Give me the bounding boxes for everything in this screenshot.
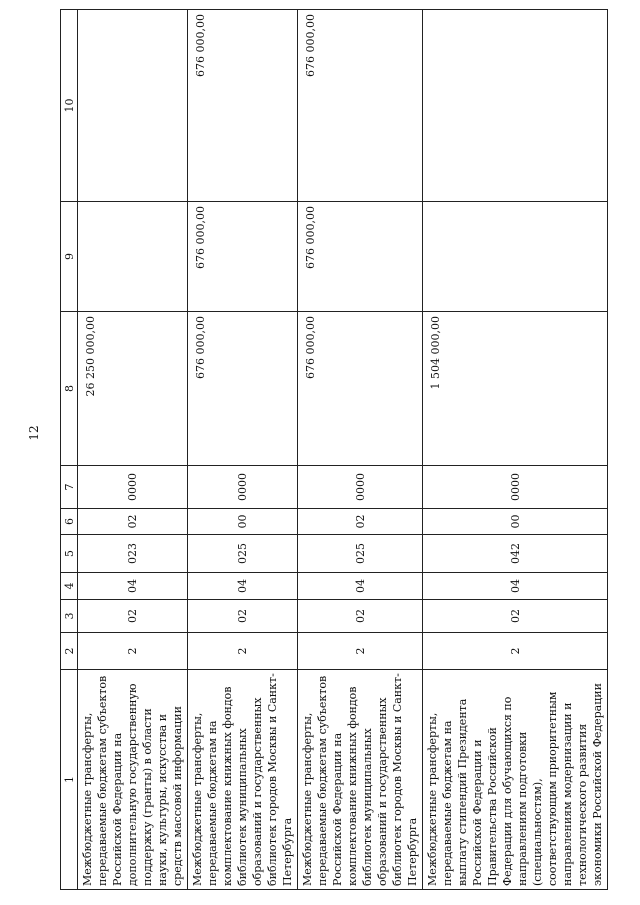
row-amount-10: 676 000,00 xyxy=(188,10,298,202)
row-code-4: 04 xyxy=(298,573,423,600)
header-row xyxy=(61,10,78,890)
row-code-2: 2 xyxy=(423,633,608,670)
row-amount-8: 26 250 000,00 xyxy=(78,312,188,466)
row-name: Межбюджетные трансферты, передаваемые бюджетам на выплату стипендий Президента Российской Федерации и Правительства Российской Федерации для обучающихся по направлениям подготовки (специальностям), соответствующим приоритетным направлениям модернизации и технологического развития экономики Российской Федерации xyxy=(423,670,608,890)
row-amount-9 xyxy=(423,202,608,312)
row-name: Межбюджетные трансферты, передаваемые бюджетам на комплектование книжных фондов библиотек муниципальных образований и государственных библиотек городов Москвы и Санкт-Петербурга xyxy=(188,670,298,890)
table-row xyxy=(298,10,423,890)
row-name: Межбюджетные трансферты, передаваемые бюджетам субъектов Российской Федерации на дополнительную государственную поддержку (гранты) в области науки, культуры, искусства и средств массовой информации xyxy=(78,670,188,890)
row-code-7: 0000 xyxy=(78,466,188,509)
row-code-3: 02 xyxy=(298,600,423,633)
row-code-3: 02 xyxy=(78,600,188,633)
row-code-5: 025 xyxy=(188,535,298,573)
budget-table-container xyxy=(60,10,604,890)
row-amount-10: 676 000,00 xyxy=(298,10,423,202)
row-code-7: 0000 xyxy=(423,466,608,509)
budget-table xyxy=(60,9,608,890)
row-code-2: 2 xyxy=(78,633,188,670)
row-amount-8: 676 000,00 xyxy=(188,312,298,466)
row-code-3: 02 xyxy=(423,600,608,633)
header-col-3: 3 xyxy=(61,600,78,633)
header-col-9: 9 xyxy=(61,202,78,312)
row-amount-9: 676 000,00 xyxy=(188,202,298,312)
row-code-5: 025 xyxy=(298,535,423,573)
table-row xyxy=(188,10,298,890)
row-code-2: 2 xyxy=(298,633,423,670)
row-code-6: 02 xyxy=(78,509,188,535)
header-col-10: 10 xyxy=(61,10,78,202)
row-code-2: 2 xyxy=(188,633,298,670)
row-amount-8: 1 504 000,00 xyxy=(423,312,608,466)
page-number: 12 xyxy=(27,425,41,441)
table-row xyxy=(423,10,608,890)
row-amount-9: 676 000,00 xyxy=(298,202,423,312)
row-name: Межбюджетные трансферты, передаваемые бюджетам субъектов Российской Федерации на комплектование книжных фондов библиотек муниципальных образований и государственных библиотек городов Москвы и Санкт-Петербурга xyxy=(298,670,423,890)
row-code-6: 02 xyxy=(298,509,423,535)
header-col-2: 2 xyxy=(61,633,78,670)
row-amount-9 xyxy=(78,202,188,312)
row-code-6: 00 xyxy=(423,509,608,535)
row-code-4: 04 xyxy=(423,573,608,600)
row-code-7: 0000 xyxy=(298,466,423,509)
row-code-7: 0000 xyxy=(188,466,298,509)
header-col-7: 7 xyxy=(61,466,78,509)
table-row xyxy=(78,10,188,890)
row-code-4: 04 xyxy=(78,573,188,600)
row-code-4: 04 xyxy=(188,573,298,600)
row-amount-10 xyxy=(78,10,188,202)
header-col-6: 6 xyxy=(61,509,78,535)
row-amount-10 xyxy=(423,10,608,202)
header-col-1: 1 xyxy=(61,670,78,890)
row-code-6: 00 xyxy=(188,509,298,535)
header-col-5: 5 xyxy=(61,535,78,573)
row-code-3: 02 xyxy=(188,600,298,633)
row-code-5: 042 xyxy=(423,535,608,573)
row-amount-8: 676 000,00 xyxy=(298,312,423,466)
header-col-8: 8 xyxy=(61,312,78,466)
row-code-5: 023 xyxy=(78,535,188,573)
header-col-4: 4 xyxy=(61,573,78,600)
